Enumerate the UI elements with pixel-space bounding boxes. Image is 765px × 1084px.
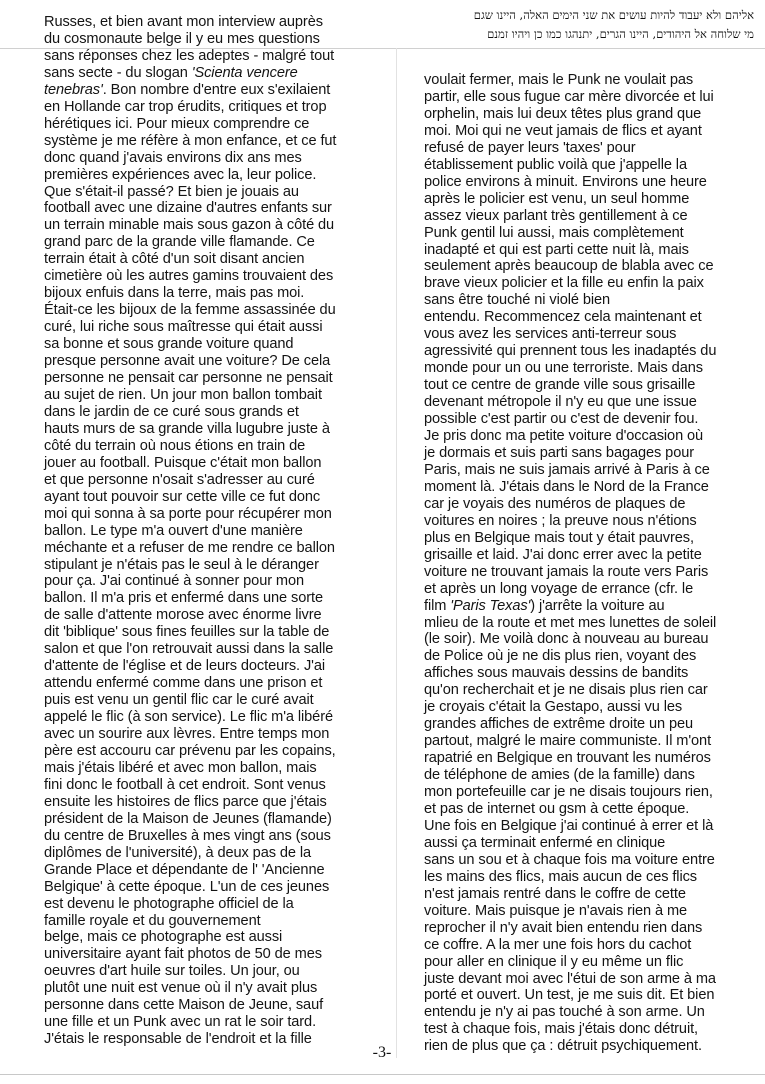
text-line [424,818,724,835]
text-line [424,225,724,242]
text-segment: et après un long voyage de errance (cfr. le [424,580,694,597]
text-segment: vous avez les services anti-terreur sous [424,326,677,343]
text-line [424,1021,724,1038]
text-segment: car je voyais des numéros de plaques de [424,495,686,512]
text-line [44,353,360,370]
text-segment: Que s'était-il passé? Et bien je jouais au [44,183,299,200]
text-segment: affiches sous mauvais dessins de bandits [424,665,689,682]
text-line [44,200,360,217]
text-segment: universitaire ayant fait photos de 50 de mes [44,946,322,963]
page-number: -3- [372,1044,392,1061]
text-segment: diplômes de l'université), à deux pas de la [44,844,312,861]
text-segment: et pas de internet ou gsm à cette époque. [424,800,690,817]
text-line [44,997,360,1014]
text-line [424,1004,724,1021]
text-segment: dans le jardin de ce curé sous grands et [44,403,299,420]
text-segment: au sujet de rien. Un jour mon ballon tombait [44,386,322,403]
text-line [424,530,724,547]
text-line [424,869,724,886]
text-segment: de salle d'attente morose avec énorme livre [44,607,322,624]
text-segment: assez vieux parlant très gentillement à ce [424,207,688,224]
text-line [44,658,360,675]
text-line [44,506,360,523]
text-segment: sans être touché ni violé bien [424,292,611,309]
text-segment: en Hollande car trop érudits, critiques et trop [44,98,327,115]
text-segment: police environs à minuit. Environs une heure [424,173,707,190]
text-line [44,336,360,353]
text-segment: oeuvres d'art huile sur toiles. Un jour, ou [44,963,300,980]
text-segment: ensuite les histoires de flics parce que j'étais [44,793,327,810]
text-segment: personne ne pensait car personne ne pensait [44,370,333,387]
text-segment: d'attente de l'église et de leurs docteurs. J'ai [44,658,326,675]
text-line [424,801,724,818]
text-segment: tout ce centre de grande ville sous grisaille [424,377,696,394]
text-segment: entendu je n'y ai pas touché à son arme. Un [424,1004,705,1021]
text-line [44,980,360,997]
text-segment: appelé le flic (à son service). Le flic m'a libéré [44,709,333,726]
text-line [424,971,724,988]
text-line [424,394,724,411]
text-line [44,692,360,709]
text-line [44,285,360,302]
text-line [424,767,724,784]
text-segment: Une fois en Belgique j'ai continué à errer et là [424,817,714,834]
text-segment: ce coffre. A la mer une fois hors du cachot [424,936,692,953]
text-segment: hérétiques ici. Pour mieux comprendre ce [44,115,310,132]
text-line [44,1031,360,1048]
text-segment: n'est jamais rentré dans le coffre de cette [424,885,686,902]
text-segment: presque personne avait une voiture? De cela [44,353,331,370]
text-segment: ballon. Il m'a pris et enfermé dans une sorte [44,590,323,607]
text-line [424,123,724,140]
text-line [424,326,724,343]
text-line [44,760,360,777]
text-line [424,513,724,530]
text-line [44,302,360,319]
text-segment: sans réponses chez les adeptes - malgré tout [44,47,335,64]
text-line [424,937,724,954]
text-segment: grandes affiches de extrême droite un peu [424,716,694,733]
text-segment: possible c'est partir ou c'est de devenir fou. [424,411,699,428]
text-segment: donc quand j'avais environs dix ans mes [44,149,302,166]
text-line [424,547,724,564]
text-line [44,82,360,99]
text-segment: salon et que l'on retrouvait aussi dans la salle [44,641,334,658]
text-line [424,954,724,971]
text-line [44,624,360,641]
text-segment: curé, lui riche sous maîtresse qui était aussi [44,319,323,336]
column-divider [396,48,397,1058]
text-segment: président de la Maison de Jeunes (flamande) [44,810,332,827]
text-line [44,404,360,421]
text-segment: partir, elle sous fugue car mère divorcée et lui [424,88,714,105]
text-segment: bijoux enfuis dans la terre, mais pas moi. [44,285,305,302]
text-line [44,709,360,726]
text-line [44,370,360,387]
text-line [424,428,724,445]
text-line [44,879,360,896]
text-segment: une fille et un Punk avec un rat le soir tard. [44,1014,317,1031]
text-line [424,309,724,326]
text-line [44,319,360,336]
text-line [424,852,724,869]
text-segment: reprocher il n'y avait bien entendu rien dans [424,919,703,936]
hebrew-header [384,6,754,44]
text-segment: voulait fermer, mais le Punk ne voulait pas [424,72,694,88]
text-segment: belge, mais ce photographe est aussi [44,929,283,946]
text-segment: juste devant moi avec l'étui de son arme à ma [424,970,716,987]
text-segment: mon portefeuille car je ne disais toujours rien, [424,784,713,801]
text-segment: grisaille et laid. J'ai donc errer avec la petite [424,546,702,563]
text-line [44,675,360,692]
text-line [44,150,360,167]
text-line [424,750,724,767]
text-line [44,896,360,913]
text-line [44,65,360,82]
text-line [424,665,724,682]
text-segment: Je pris donc ma petite voiture d'occasion où [424,428,704,445]
text-segment: plus en Belgique mais tout y était pauvres, [424,529,694,546]
text-line [44,489,360,506]
text-segment: rapatrié en Belgique en trouvant les numéros [424,750,711,767]
text-segment: aussi ça terminait enfermé en clinique [424,834,666,851]
text-segment: dit 'biblique' sous fines feuilles sur la table de [44,624,330,641]
text-segment: Belgique' à cette époque. L'un de ces jeunes [44,878,330,895]
text-segment: du cosmonaute belge il y eu mes questions [44,30,320,47]
text-line [44,217,360,234]
text-line [44,184,360,201]
text-line [424,72,724,89]
text-segment: famille royale et du gouvernement [44,912,261,929]
italic-text: 'Paris Texas' [450,597,531,614]
text-segment: seulement après beaucoup de blabla avec ce [424,258,714,275]
text-segment: côté du terrain où nous étions en train de [44,437,306,454]
text-segment: avec un sourire aux lèvres. Entre temps mon [44,726,330,743]
text-line [44,421,360,438]
text-line [44,251,360,268]
text-segment: . Bon nombre d'entre eux s'exilaient [102,81,331,98]
text-line [44,913,360,930]
text-segment: fini donc le football à cet endroit. Sont venus [44,776,326,793]
text-segment: monde pour un ou une terroriste. Mais dans [424,360,703,377]
text-segment: agressivité qui prennent tous les inadaptés du [424,343,717,360]
text-segment: du centre de Bruxelles à mes vingt ans (sous [44,827,331,844]
text-line [44,641,360,658]
text-segment: premières expériences avec la, leur police. [44,166,317,183]
text-segment: J'étais le responsable de l'endroit et la fille [44,1031,312,1048]
text-segment: sans un sou et à chaque fois ma voiture entre [424,851,715,868]
text-segment: est devenu le photographe officiel de la [44,895,294,912]
text-line [44,828,360,845]
text-segment: inadapté et qui est parti cette nuit là, mais [424,241,689,258]
bottom-rule [0,1074,765,1075]
text-segment: Punk gentil lui aussi, mais complètement [424,224,684,241]
text-line [44,726,360,743]
text-line [424,784,724,801]
text-line [44,946,360,963]
text-line [44,167,360,184]
text-line [44,929,360,946]
text-line [424,886,724,903]
text-segment: entendu. Recommencez cela maintenant et [424,309,702,326]
text-segment: Paris, mais ne suis jamais arrivé à Paris à ce [424,461,710,478]
text-segment: établissement public voilà que j'appelle la [424,156,687,173]
text-line [424,496,724,513]
text-segment: ayant tout pouvoir sur cette ville ce fut donc [44,488,321,505]
text-line [424,242,724,259]
text-segment: (le soir). Me voilà donc à nouveau au bureau [424,631,709,648]
text-line [424,987,724,1004]
text-line [44,1014,360,1031]
right-column [424,72,724,1055]
text-line [424,716,724,733]
hebrew-header-line: אליהם ולא יעבוד להיות עושים את שני הימים האלה, היינו שגם [473,8,754,22]
text-segment: partout, malgré le maire communiste. Il m'ont [424,733,712,750]
text-line [424,106,724,123]
text-line [424,615,724,632]
text-line [424,699,724,716]
text-segment: stipulant je n'étais pas le seul à le déranger [44,556,319,573]
text-segment: Était-ce les bijoux de la femme assassinée du [44,302,336,319]
text-line [424,920,724,937]
text-segment: je dormais et suis parti sans bagages pour [424,444,694,461]
text-segment: moi qui sonna à sa porte pour récupérer mon [44,505,332,522]
text-segment: pour ça. J'ai continué à sonner pour mon [44,573,305,590]
text-segment: sa bonne et sous grande voiture quand [44,336,294,353]
text-line [424,733,724,750]
text-line [44,811,360,828]
text-segment: après le policier est venu, un seul homme [424,190,690,207]
text-segment: ballon. Le type m'a ouvert d'une manière [44,522,303,539]
text-line [44,963,360,980]
text-line [44,573,360,590]
text-segment: un terrain minable mais sous gazon à côté du [44,217,335,234]
text-segment: rien de plus que ça : détruit psychiquement. [424,1038,702,1055]
text-line [424,157,724,174]
text-segment: porté et ouvert. Un test, je me suis dit. Et bien [424,987,715,1004]
text-line [44,472,360,489]
text-line [44,590,360,607]
italic-text: 'Scienta vencere [191,64,298,81]
text-line [424,462,724,479]
text-line [44,607,360,624]
text-line [424,445,724,462]
text-segment: voitures en noires ; la preuve nous n'étions [424,512,697,529]
text-line [424,903,724,920]
text-segment: les mains des flics, mais aucun de ces flics [424,868,697,885]
text-line [44,31,360,48]
text-segment: et que personne n'osait s'adresser au curé [44,471,315,488]
text-segment: mais j'étais libéré et avec mon ballon, mais [44,759,317,776]
text-line [44,540,360,557]
text-segment: qu'on recherchait et je ne disais plus rien car [424,682,708,699]
text-line [44,387,360,404]
text-segment: refusé de payer leurs 'taxes' pour [424,139,636,156]
text-segment: pour aller en clinique il y eu même un flic [424,953,684,970]
text-segment: père est accouru car prévenu par les copains, [44,742,336,759]
text-line [424,411,724,428]
text-line [424,343,724,360]
text-segment: brave vieux policier et la fille eu enfin la paix [424,275,704,292]
text-line [424,140,724,157]
text-segment: voiture. Mais puisque je n'avais rien à me [424,902,688,919]
text-segment: de Police où je ne dis plus rien, voyant des [424,648,697,665]
text-line [424,648,724,665]
text-line [424,360,724,377]
text-segment: orphelin, mais lui deux têtes plus grand que [424,105,702,122]
text-line [44,116,360,133]
text-segment: sans secte - du slogan [44,64,192,81]
text-segment: puis est venu un gentil flic car le curé avait [44,692,314,709]
text-segment: film [424,597,451,614]
text-line [424,258,724,275]
text-line [44,48,360,65]
text-segment: méchante et a refuser de me rendre ce ballon [44,539,335,556]
text-line [424,682,724,699]
text-line [424,208,724,225]
text-line [44,794,360,811]
text-segment: football avec une dizaine d'autres enfants sur [44,200,332,217]
text-line [44,777,360,794]
text-line [44,743,360,760]
text-segment: devenant métropole il n'y eu que une issue [424,394,697,411]
italic-text: tenebras' [44,81,103,98]
text-line [44,557,360,574]
text-segment: terrain était à côté d'un soit disant ancien [44,251,305,268]
text-segment: test à chaque fois, mais j'étais donc détruit, [424,1021,698,1038]
text-segment: hauts murs de sa grande villa lugubre juste à [44,420,330,437]
text-line [44,845,360,862]
text-segment: moi. Moi qui ne veut jamais de flics et ayant [424,122,702,139]
text-segment: mlieu de la route et met mes lunettes de soleil [424,614,717,631]
text-segment: ) j'arrête la voiture au [530,597,665,614]
text-segment: grand parc de la grande ville flamande. Ce [44,234,315,251]
text-segment: Grande Place et dépendante de l' 'Ancienne [44,861,325,878]
text-line [424,174,724,191]
text-segment: plutôt une nuit est venue où il n'y avait plus [44,980,318,997]
text-line [44,523,360,540]
text-line [44,455,360,472]
text-line [424,275,724,292]
hebrew-header-line: מי שלוחה אל היהודים, היינו הגרים, יתנהגו כמו כן ויהיו זמנם [487,27,754,41]
text-line [424,835,724,852]
text-segment: je croyais c'était la Gestapo, aussi vu les [424,699,683,716]
text-line [44,99,360,116]
text-line [44,268,360,285]
text-line [44,133,360,150]
text-line [424,631,724,648]
text-line [424,598,724,615]
text-line [424,89,724,106]
text-line [424,377,724,394]
text-line [44,438,360,455]
text-segment: cimetière où les autres gamins trouvaient des [44,268,334,285]
text-segment: Russes, et bien avant mon interview auprès [44,14,323,30]
text-segment: de téléphone de amies (de la famille) dans [424,767,695,784]
text-line [424,479,724,496]
text-line [424,292,724,309]
left-column [44,14,360,1048]
text-segment: jouer au football. Puisque c'était mon ballon [44,454,322,471]
text-line [424,191,724,208]
text-segment: voiture ne trouvant jamais la route vers Paris [424,563,709,580]
text-segment: système je me réfère à mon enfance, et ce fut [44,132,337,149]
text-line [424,564,724,581]
text-segment: moment là. J'étais dans le Nord de la France [424,478,709,495]
text-line [424,581,724,598]
text-line [424,1038,724,1055]
text-line [44,14,360,31]
text-line [44,862,360,879]
text-line [44,234,360,251]
text-segment: personne dans cette Maison de Jeune, sauf [44,997,324,1014]
text-segment: attendu enfermé comme dans une prison et [44,675,323,692]
